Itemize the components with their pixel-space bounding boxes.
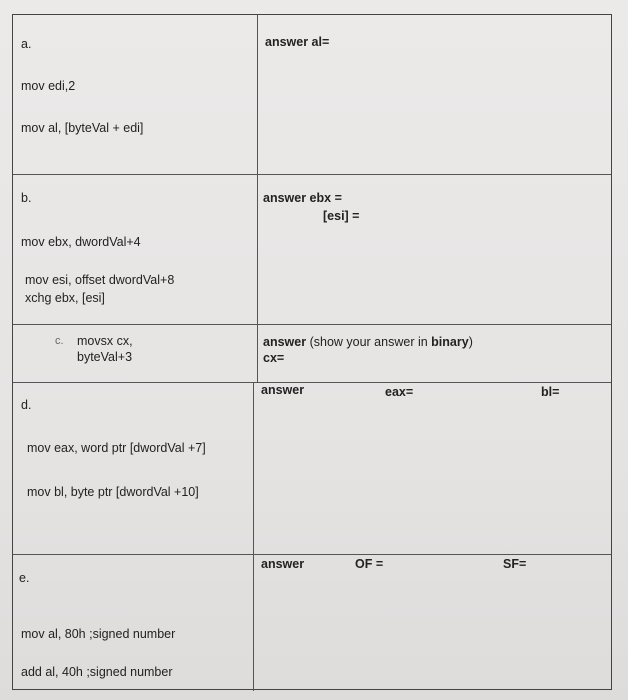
answer-label: cx= — [263, 351, 285, 365]
answer-paren: ) — [468, 335, 473, 349]
code-line: mov bl, byte ptr [dwordVal +10] — [27, 485, 199, 499]
label-a: a. — [21, 37, 32, 51]
answer-label: bl= — [541, 385, 560, 399]
answer-label: OF = — [355, 557, 384, 571]
answer-label: answer al= — [265, 35, 330, 49]
answer-label: eax= — [385, 385, 414, 399]
code-line: xchg ebx, [esi] — [25, 291, 105, 305]
answer-label: [esi] = — [323, 209, 360, 223]
code-line: movsx cx, — [77, 334, 133, 348]
answer-label — [263, 335, 473, 349]
answer-note: (show your answer in — [309, 335, 428, 349]
answer-word: answer — [263, 335, 307, 349]
code-line: mov eax, word ptr [dwordVal +7] — [27, 441, 206, 455]
answer-binary: binary — [431, 335, 469, 349]
code-line: mov edi,2 — [21, 79, 76, 93]
label-d: d. — [21, 398, 32, 412]
code-line: mov ebx, dwordVal+4 — [21, 235, 141, 249]
answer-table — [12, 14, 612, 690]
answer-label: answer — [261, 557, 305, 571]
answer-label: SF= — [503, 557, 527, 571]
row-c — [13, 325, 611, 383]
code-line: mov al, 80h ;signed number — [21, 627, 176, 641]
row-d — [13, 383, 611, 555]
label-c: c. — [55, 335, 64, 347]
label-b: b. — [21, 191, 32, 205]
answer-label: answer — [261, 383, 305, 397]
code-line: byteVal+3 — [77, 350, 133, 364]
code-line: mov al, [byteVal + edi] — [21, 121, 144, 135]
code-line: add al, 40h ;signed number — [21, 665, 173, 679]
code-line: mov esi, offset dwordVal+8 — [25, 273, 175, 287]
row-a — [13, 15, 611, 175]
label-e: e. — [19, 571, 30, 585]
row-e — [13, 555, 611, 691]
answer-label: answer ebx = — [263, 191, 342, 205]
row-b — [13, 175, 611, 325]
